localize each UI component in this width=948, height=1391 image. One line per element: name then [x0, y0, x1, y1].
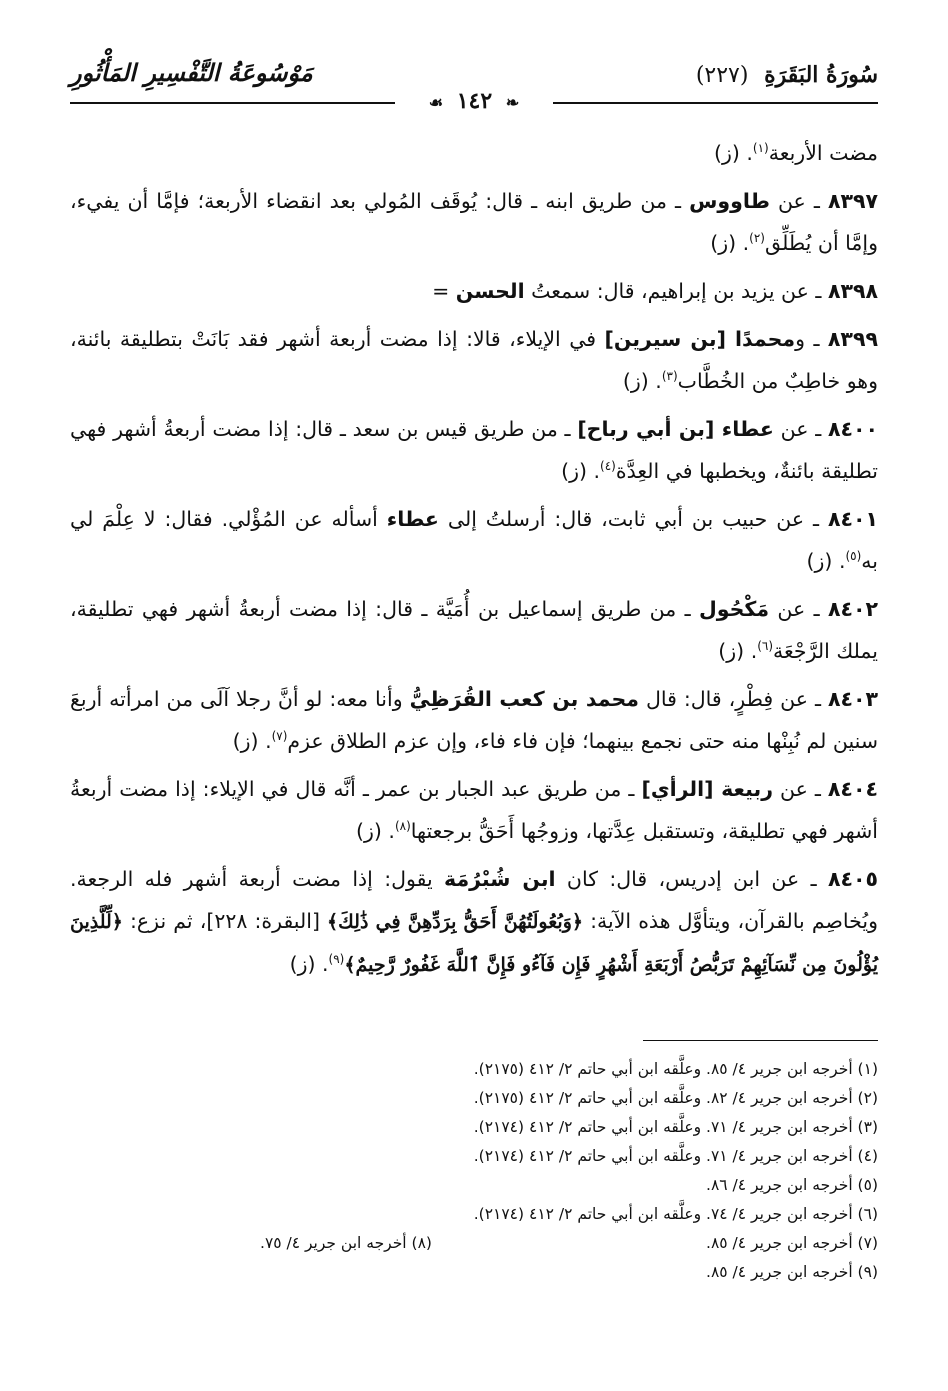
paragraph-text: مضت الأربعة [768, 141, 878, 165]
narrator-name: عطاء [بن أبي رباح] [577, 417, 774, 441]
book-title: مَوْسُوعَةُ التَّفْسِيرِ المَأْثُورِ [70, 58, 313, 87]
footnote-line [70, 1142, 878, 1171]
narrator-name: مَكْحُول [698, 597, 770, 621]
quran-verse: ﴿وَبُعُولَتُهُنَّ أَحَقُّ بِرَدِّهِنَّ فِي ذَٰلِكَ﴾ [327, 911, 584, 933]
page-header [70, 58, 878, 122]
athar-number: ٨٣٩٧ [827, 189, 878, 213]
narrator-name: ربيعة [الرأي] [641, 777, 773, 801]
athar-number: ٨٤٠٠ [827, 417, 878, 441]
quran-verse: ﴿لِّلَّذِينَ يُؤْلُونَ مِن نِّسَآئِهِمْ تَرَبُّصُ أَرْبَعَةِ أَشْهُرٍ فَإِن فَآءُو فَإِنَّ ٱللَّهَ غَفُورٌ رَّحِيمٌ﴾ [70, 911, 878, 976]
footnote-ref: (٢) [749, 231, 765, 246]
athar-number: ٨٣٩٩ [827, 327, 878, 351]
paragraph-text: وأنا معه: لو أنَّ رجلا آلَى من امرأته أربعَ سنين لم نُبِنْها منه حتى نجمع بينهما؛ فإن فاء فاء، وإن عزم الطلاق عزم [70, 687, 878, 753]
paragraph-text: ـ عن [769, 597, 828, 621]
footnote-line [70, 1171, 878, 1200]
footnote-text: (٧) أخرجه ابن جرير ٤/ ٨٥. [706, 1234, 878, 1252]
paragraph-text: ـ عن يزيد بن إبراهيم، قال: سمعتُ [524, 279, 828, 303]
paragraph-text: ـ عن فِطْرٍ، قال: قال [638, 687, 828, 711]
footnote-text: (٤) أخرجه ابن جرير ٤/ ٧١. وعلَّقه ابن أبي حاتم ٢/ ٤١٢ (٢١٧٤). [473, 1147, 878, 1165]
athar-number: ٨٤٠٣ [827, 687, 878, 711]
page-number: ١٤٢ [456, 88, 493, 114]
paragraph-text: في الإيلاء، قالا: إذا مضت أربعة أشهر فقد بَانَتْ بتطليقة بائنة، وهو خاطِبٌ من الخُطَّاب [70, 327, 878, 393]
narrator-name: ابن شُبْرُمَة [444, 867, 556, 891]
surah-number: (٢٢٧) [695, 63, 749, 88]
athar-number: ٨٤٠٤ [827, 777, 878, 801]
footnote-ref: (٩) [328, 952, 345, 967]
paragraph-text: [البقرة: ٢٢٨]، ثم نزع: [122, 909, 328, 933]
footnote-ref: (٦) [757, 639, 774, 654]
text-paragraph [70, 408, 878, 492]
footnotes [70, 1055, 878, 1287]
paragraph-text: ـ عن [773, 417, 828, 441]
footnote-line [70, 1258, 878, 1287]
paragraph-text: ـ من طريق قيس بن سعد ـ قال: إذا مضت أربعةُ أشهر فهي تطليقة بائنةٌ، ويخطبها في العِدَّة [70, 417, 878, 483]
narrator-name: الحسن [455, 279, 525, 303]
footnote-text: (٥) أخرجه ابن جرير ٤/ ٨٦. [706, 1176, 878, 1194]
athar-number: ٨٤٠٢ [827, 597, 878, 621]
athar-number: ٨٣٩٨ [827, 279, 878, 303]
paragraph-text: ـ و [795, 327, 828, 351]
paragraph-text: = [432, 279, 456, 303]
text-paragraph [70, 498, 878, 582]
paragraph-text: . (ز) [710, 231, 750, 255]
paragraph-text: . (ز) [561, 459, 601, 483]
paragraph-text: ـ من طريق ابنه ـ قال: يُوقَف المُولي بعد انقضاء الأربعة؛ فإمَّا أن يفيء، وإمَّا أن يُطَلِّق [70, 189, 878, 255]
athar-number: ٨٤٠١ [827, 507, 878, 531]
narrator-name: عطاء [386, 507, 439, 531]
text-paragraph [70, 180, 878, 264]
footnote-text: (٢) أخرجه ابن جرير ٤/ ٨٢. وعلَّقه ابن أبي حاتم ٢/ ٤١٢ (٢١٧٥). [473, 1089, 878, 1107]
footnote-ref: (٨) [394, 819, 411, 834]
narrator-name: طاووس [689, 189, 770, 213]
main-text [70, 132, 878, 992]
surah-header [696, 62, 878, 88]
surah-title: سُورَةُ البَقَرَةِ [764, 62, 878, 88]
text-paragraph [70, 318, 878, 402]
paragraph-text: . (ز) [289, 952, 329, 976]
text-paragraph [70, 132, 878, 174]
paragraph-text: يقول: إذا مضت أربعة أشهر فله الرجعة. ويُخاصِم بالقرآن، ويتأوَّل هذه الآية: [70, 867, 878, 933]
narrator-name: محمد بن كعب القُرَظِيُّ [409, 687, 639, 711]
footnote-line [70, 1229, 878, 1258]
footnote-text: (٩) أخرجه ابن جرير ٤/ ٨٥. [706, 1263, 878, 1281]
text-paragraph [70, 270, 878, 312]
paragraph-text: . (ز) [713, 141, 753, 165]
text-paragraph [70, 768, 878, 852]
paragraph-text: ـ عن [773, 777, 828, 801]
paragraph-text: . (ز) [356, 819, 395, 843]
paragraph-text: ـ من طريق إسماعيل بن أُمَيَّة ـ قال: إذا مضت أربعةُ أشهر فهي تطليقة، يملك الرَّجْعَة [70, 597, 878, 663]
paragraph-text: . (ز) [622, 369, 662, 393]
footnote-ref: (٤) [600, 459, 616, 474]
header-rule-left [70, 102, 395, 104]
narrator-name: محمدًا [بن سيرين] [604, 327, 796, 351]
text-paragraph [70, 678, 878, 762]
ornament-icon: ❧ [505, 93, 520, 112]
paragraph-text: أسأله عن المُؤْلي. فقال: لا عِلْمَ لي به [70, 507, 878, 573]
footnote-text: (١) أخرجه ابن جرير ٤/ ٨٥. وعلَّقه ابن أبي حاتم ٢/ ٤١٢ (٢١٧٥). [473, 1060, 878, 1078]
paragraph-text: . (ز) [718, 639, 758, 663]
paragraph-text: ـ عن [769, 189, 828, 213]
footnote-line [70, 1084, 878, 1113]
athar-number: ٨٤٠٥ [827, 867, 878, 891]
footnote-ref: (٥) [845, 549, 862, 564]
page-number-block [423, 88, 526, 114]
footnote-line [70, 1200, 878, 1229]
paragraph-text: ـ عن حبيب بن أبي ثابت، قال: أرسلتُ إلى [438, 507, 828, 531]
footnote-ref: (٣) [661, 369, 678, 384]
footnote-text: (٣) أخرجه ابن جرير ٤/ ٧١. وعلَّقه ابن أبي حاتم ٢/ ٤١٢ (٢١٧٤). [473, 1118, 878, 1136]
footnote-ref: (١) [752, 141, 769, 156]
paragraph-text: ـ من طريق عبد الجبار بن عمر ـ أنَّه قال في الإيلاء: إذا مضت أربعةُ أشهر فهي تطليقة، وتستقبل عِدَّتها، وزوجُها أَحَقُّ برجعتها [70, 777, 878, 843]
footnote-line [70, 1055, 878, 1084]
footnote-text: (٨) أخرجه ابن جرير ٤/ ٧٥. [260, 1234, 432, 1252]
header-rule-right [553, 102, 878, 104]
footnote-text: (٦) أخرجه ابن جرير ٤/ ٧٤. وعلَّقه ابن أبي حاتم ٢/ ٤١٢ (٢١٧٤). [473, 1205, 878, 1223]
ornament-icon: ☙ [428, 93, 444, 112]
paragraph-text: . (ز) [232, 729, 272, 753]
footnote-separator [643, 1040, 878, 1041]
text-paragraph [70, 588, 878, 672]
text-paragraph [70, 858, 878, 986]
paragraph-text: . (ز) [806, 549, 846, 573]
paragraph-text: ـ عن ابن إدريس، قال: كان [555, 867, 828, 891]
footnote-line [70, 1113, 878, 1142]
footnote-ref: (٧) [271, 729, 288, 744]
